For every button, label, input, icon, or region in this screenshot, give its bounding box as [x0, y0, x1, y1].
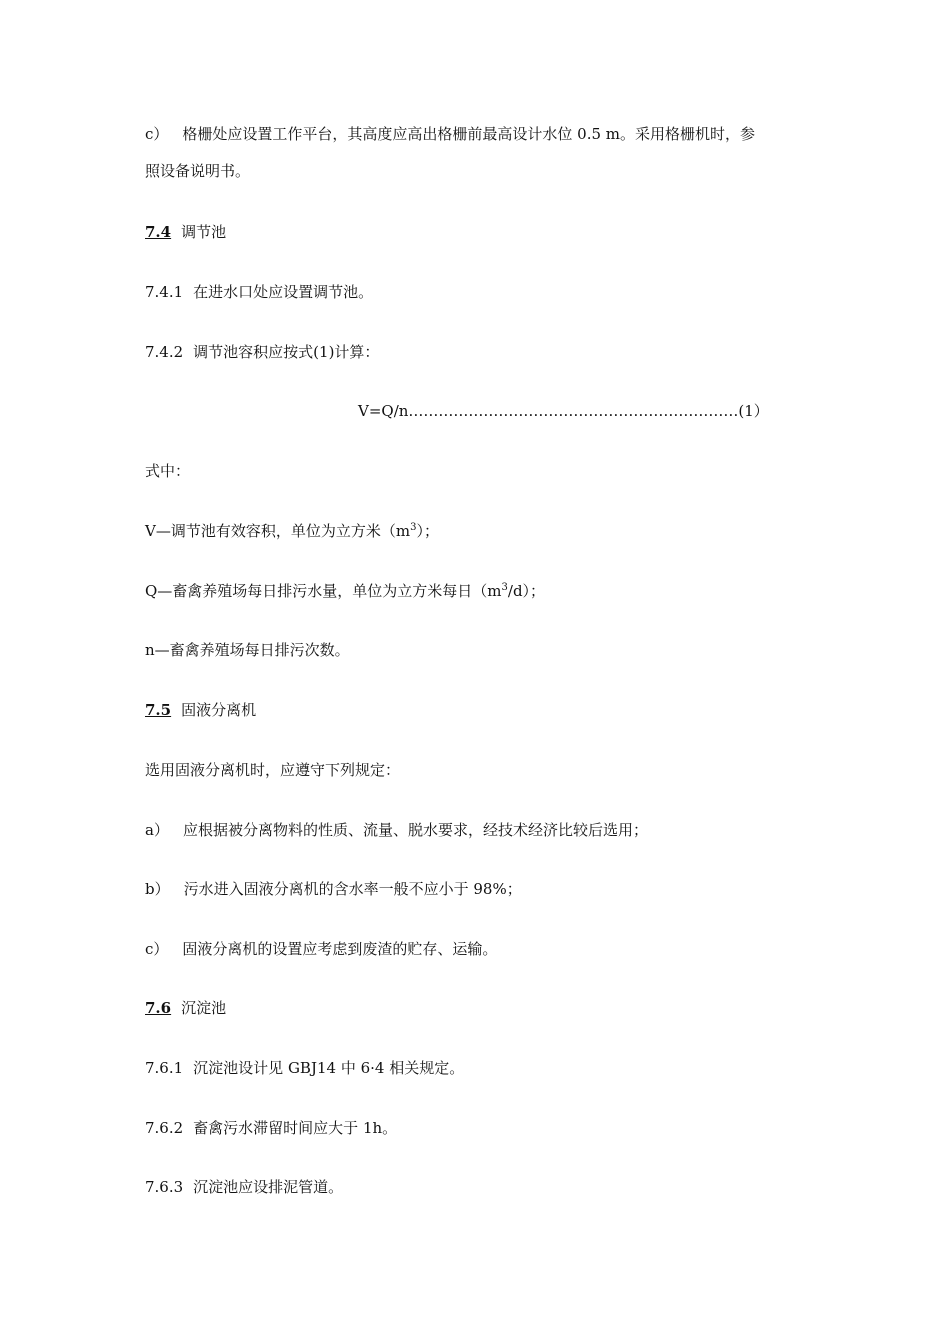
clause-text: 在进水口处应设置调节池。 — [193, 283, 374, 301]
clause-number: 7.6.3 — [145, 1178, 184, 1196]
list-item-c — [145, 939, 497, 959]
list-item-c-grille — [145, 124, 755, 144]
section-title: 固液分离机 — [181, 701, 257, 719]
definition-end: ）； — [416, 522, 439, 540]
clause-7-4-1 — [145, 282, 373, 302]
paragraph-continuation — [145, 161, 250, 181]
clause-text: 沉淀池应设排泥管道。 — [193, 1178, 344, 1196]
clause-number: 7.4.2 — [145, 343, 184, 361]
formula-1 — [358, 401, 769, 421]
paragraph-text: 照设备说明书。 — [145, 162, 251, 180]
list-item-b — [145, 879, 522, 899]
clause-number: 7.6.1 — [145, 1059, 184, 1077]
definition-text: Q—畜禽养殖场每日排污水量，单位为立方米每日（m — [145, 582, 502, 600]
section-heading-7-5 — [145, 700, 256, 720]
clause-text: 沉淀池设计见 GBJ14 中 6·4 相关规定。 — [193, 1059, 465, 1077]
formula-text: V=Q/n…………………………………………………………(1） — [358, 402, 769, 420]
definition-end: /d）； — [507, 582, 546, 600]
clause-number: 7.6.2 — [145, 1119, 184, 1137]
list-marker: a） — [145, 821, 169, 839]
where-text: 式中： — [145, 462, 191, 480]
section-title: 沉淀池 — [181, 999, 227, 1017]
where-label — [145, 461, 190, 481]
section-heading-7-6 — [145, 998, 226, 1018]
section-title: 调节池 — [181, 223, 227, 241]
clause-7-6-1 — [145, 1058, 464, 1078]
clause-7-4-2 — [145, 342, 379, 362]
list-text: 固液分离机的设置应考虑到废渣的贮存、运输。 — [182, 940, 498, 958]
list-text: 污水进入固液分离机的含水率一般不应小于 98%； — [183, 880, 522, 898]
definition-text: V—调节池有效容积，单位为立方米（m — [145, 522, 411, 540]
definition-v — [145, 521, 439, 541]
section-heading-7-4 — [145, 222, 226, 242]
section-number: 7.6 — [145, 999, 172, 1017]
clause-7-6-3 — [145, 1177, 343, 1197]
section-intro — [145, 760, 400, 780]
definition-n — [145, 640, 350, 660]
definition-q — [145, 581, 545, 601]
superscript: 3 — [410, 522, 417, 533]
clause-text: 调节池容积应按式(1)计算： — [193, 343, 380, 361]
clause-text: 畜禽污水滞留时间应大于 1h。 — [193, 1119, 398, 1137]
definition-text: n—畜禽养殖场每日排污次数。 — [145, 641, 350, 659]
list-item-a — [145, 820, 648, 840]
section-number: 7.4 — [145, 223, 172, 241]
clause-7-6-2 — [145, 1118, 397, 1138]
clause-number: 7.4.1 — [145, 283, 184, 301]
paragraph-text: 格栅处应设置工作平台，其高度应高出格栅前最高设计水位 0.5 m。采用格栅机时，参 — [182, 125, 756, 143]
list-marker: b） — [145, 880, 170, 898]
section-number: 7.5 — [145, 701, 172, 719]
intro-text: 选用固液分离机时，应遵守下列规定： — [145, 761, 401, 779]
list-marker: c） — [145, 940, 169, 958]
superscript: 3 — [501, 582, 508, 593]
list-marker: c） — [145, 125, 169, 143]
list-text: 应根据被分离物料的性质、流量、脱水要求，经技术经济比较后选用； — [182, 821, 648, 839]
